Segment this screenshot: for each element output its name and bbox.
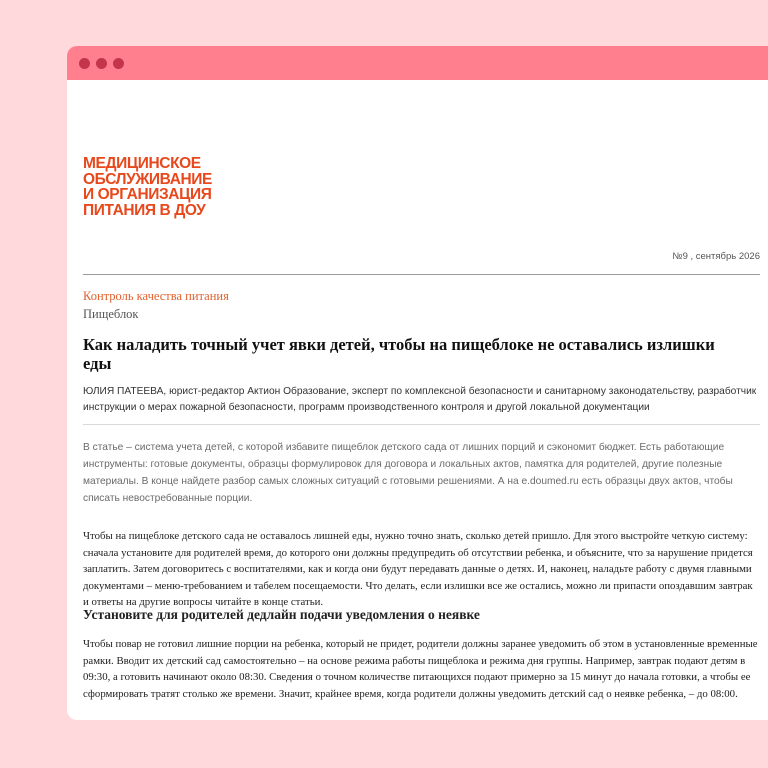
lead-divider	[83, 424, 760, 425]
section-heading: Установите для родителей дедлайн подачи уведомления о неявке	[83, 607, 480, 622]
rubric-link[interactable]: Контроль качества питания	[83, 289, 229, 303]
magazine-logo	[83, 156, 283, 218]
article-lead: В статье – система учета детей, с которой избавите пищеблок детского сада от лишних порций и сэкономит бюджет. Есть работающие инструменты: готовые документы, образцы формулировок для договора и локальных актов, памятка для родителей, другие полезные материалы. В конце найдете разбор самых сложных ситуаций с готовыми решениями. А на e.doumed.ru есть образцы двух актов, чтобы списать невостребованные порции.	[83, 442, 733, 504]
author-info	[83, 384, 760, 416]
logo-line: И ОРГАНИЗАЦИЯ	[83, 186, 212, 203]
logo-line: МЕДИЦИНСКОЕ	[83, 155, 201, 172]
browser-window	[67, 46, 768, 720]
issue-number: №9 , сентябрь 2026	[672, 251, 760, 262]
window-dot-icon[interactable]	[96, 58, 107, 69]
header-divider	[83, 274, 760, 275]
subrubric: Пищеблок	[83, 307, 139, 321]
logo-line: ПИТАНИЯ В ДОУ	[83, 201, 206, 219]
window-titlebar	[67, 46, 768, 80]
author-name: ЮЛИЯ ПАТЕЕВА	[83, 386, 164, 397]
article-paragraph: Чтобы повар не готовил лишние порции на ребенка, который не придет, родители должны заранее уведомить об этом в установленные временные рамки. Вводит их детский сад самостоятельно – на основе режима работы пищеблока и режима дня группы. Например, завтрак подают детям в 09:30, а готовить начинают около 08:30. Сведения о точном количестве питающихся подают примерно за 15 минут до начала готовки, а чтобы ее сформировать тратят столько же времени. Значит, крайнее время, когда родители должны уведомить детский сад о неявке ребенка, – до 08:00.	[83, 638, 758, 700]
article-paragraph: Чтобы на пищеблоке детского сада не оставалось лишней еды, нужно точно знать, сколько детей пришло. Для этого выстройте четкую систему: сначала установите для родителей время, до которого они должны предупредить об отсутствии ребенка, и объясните, что за нарушение придется заплатить. Затем договоритесь с воспитателями, как и когда они будут передавать данные о детях. И, наконец, наладьте работу с двумя главными документами – меню-требованием и табелем посещаемости. Что делать, если излишки все же остались, можно ли припасти опоздавшим завтрак и ответы на другие вопросы читайте в конце статьи.	[83, 530, 753, 608]
logo-line: ОБСЛУЖИВАНИЕ	[83, 170, 212, 188]
window-dot-icon[interactable]	[113, 58, 124, 69]
author-bio: , юрист-редактор Актион Образование, эксперт по комплексной безопасности и санитарному законодательству, разработчик инструкции о мерах пожарной безопасности, программ производственного контроля и другой локальной документации	[83, 386, 757, 413]
window-dot-icon[interactable]	[79, 58, 90, 69]
article-title: Как наладить точный учет явки детей, чтобы на пищеблоке не оставались излишки еды	[83, 335, 715, 373]
